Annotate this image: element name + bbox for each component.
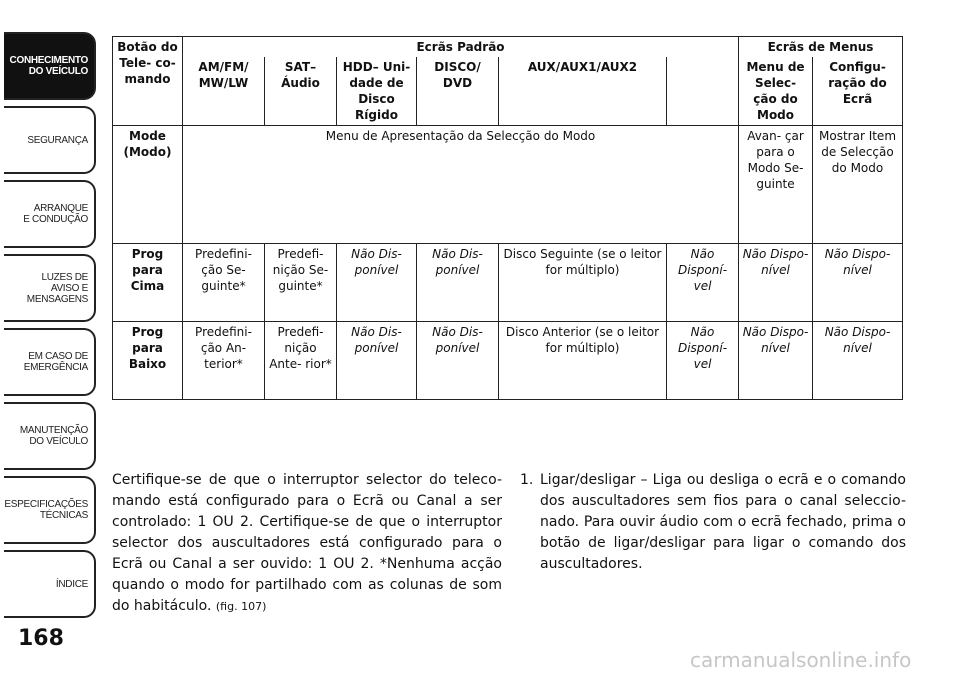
tab-label: ÍNDICE [55, 578, 88, 590]
table-row [113, 322, 903, 400]
table-cell: Não Dispo- nível [739, 244, 813, 322]
tab-em-caso-de-emergencia[interactable] [4, 328, 96, 396]
tab-label: MANUTENÇÃO DO VEÍCULO [19, 425, 88, 447]
table-row [113, 126, 903, 244]
row-label: Mode (Modo) [113, 126, 183, 244]
page-number: 168 [18, 626, 64, 651]
table-cell: Predefini- ção Se- guinte* [183, 244, 265, 322]
table-cell: Avan- çar para o Modo Se- guinte [739, 126, 813, 244]
tab-luzes-de-aviso[interactable] [4, 254, 96, 322]
table-cell: Predefi- nição Se- guinte* [265, 244, 337, 322]
table-cell: Disco Seguinte (se o leitor for múltiplo) [499, 244, 667, 322]
header-button: Botão do Tele- co- mando [113, 37, 183, 126]
header-mode-menu: Menu de Selec- ção do Modo [739, 57, 813, 126]
header-menu-screens: Ecrãs de Menus [739, 37, 903, 58]
tab-label: SEGURANÇA [27, 134, 88, 146]
table-cell: Disco Anterior (se o leitor for múltiplo) [499, 322, 667, 400]
tab-indice[interactable] [4, 550, 96, 618]
header-aux: AUX/AUX1/AUX2 [499, 57, 667, 126]
sidebar [0, 0, 100, 678]
table-cell: Predefini- ção An- terior* [183, 322, 265, 400]
header-standard-screens: Ecrãs Padrão [183, 37, 739, 58]
numbered-list-item [520, 470, 906, 575]
figure-reference[interactable]: (fig. 107) [215, 600, 267, 613]
header-am-fm: AM/FM/ MW/LW [183, 57, 265, 126]
watermark: carmanualsonline.info [690, 648, 912, 672]
header-empty [667, 57, 739, 126]
table-cell: Não Dis- ponível [417, 244, 499, 322]
table-cell: Menu de Apresentação da Selecção do Modo [183, 126, 739, 244]
table-cell: Mostrar Item de Selecção do Modo [813, 126, 903, 244]
body-paragraph [112, 470, 502, 617]
table-cell: Não Disponí- vel [667, 244, 739, 322]
table-cell: Não Dis- ponível [417, 322, 499, 400]
table-cell: Não Dispo- nível [813, 244, 903, 322]
table-row [113, 244, 903, 322]
tab-label: CONHECIMENTO DO VEÍCULO [9, 55, 88, 77]
list-text: Ligar/desligar – Liga ou desliga o ecrã e o comando dos auscultadores sem fios para o canal seleccio- nado. Para ouvir áudio com o ecrã fechado, prima o botão de ligar/desligar para ligar o comando dos auscultadores. [540, 472, 906, 572]
paragraph-text: Certifique-se de que o interruptor selector do teleco- mando está configurado para o Ecrã ou Canal a ser controlado: 1 OU 2. Certifique-se de que o interruptor selector dos auscultadores está configurado para o Ecrã ou Canal a ser ouvido: 1 OU 2. *Nenhuma acção quando o modo for partilhado com as colunas de som do habitáculo. [112, 472, 502, 614]
tab-arranque-e-conducao[interactable] [4, 180, 96, 248]
remote-control-table [112, 36, 902, 400]
header-disc: DISCO/ DVD [417, 57, 499, 126]
tab-manutencao[interactable] [4, 402, 96, 470]
row-label: Prog para Cima [113, 244, 183, 322]
tab-label: ARRANQUE E CONDUÇÃO [23, 203, 88, 225]
tab-especificacoes[interactable] [4, 476, 96, 544]
row-label: Prog para Baixo [113, 322, 183, 400]
table-cell: Predefi- nição Ante- rior* [265, 322, 337, 400]
tab-conhecimento-do-veiculo[interactable] [4, 32, 96, 100]
table-cell: Não Dispo- nível [813, 322, 903, 400]
tab-label: LUZES DE AVISO E MENSAGENS [26, 271, 88, 305]
tab-seguranca[interactable] [4, 106, 96, 174]
table-cell: Não Dis- ponível [337, 322, 417, 400]
tab-label: ESPECIFICAÇÕES TÉCNICAS [4, 499, 88, 521]
table-cell: Não Disponí- vel [667, 322, 739, 400]
header-config: Configu- ração do Ecrã [813, 57, 903, 126]
tab-label: EM CASO DE EMERGÊNCIA [23, 351, 88, 373]
list-number: 1. [520, 472, 534, 488]
header-hdd: HDD– Uni- dade de Disco Rígido [337, 57, 417, 126]
table-cell: Não Dis- ponível [337, 244, 417, 322]
header-sat: SAT– Áudio [265, 57, 337, 126]
table-cell: Não Dispo- nível [739, 322, 813, 400]
